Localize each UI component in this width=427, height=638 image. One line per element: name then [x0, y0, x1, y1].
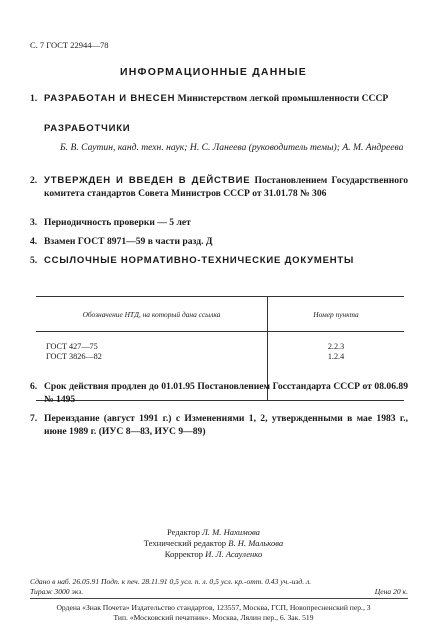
developers-list: Б. В. Саутин, канд. техн. наук; Н. С. Ланеева (руководитель темы); А. М. Андреева — [60, 142, 404, 153]
item-6 — [30, 380, 408, 406]
item-text: Министерством легкой промышленности СССР — [177, 93, 389, 104]
item-caps: УТВЕРЖДЕН И ВВЕДЕН В ДЕЙСТВИЕ — [44, 175, 251, 186]
price: Цена 20 к. — [374, 587, 408, 596]
editor-line — [0, 538, 427, 549]
item-3 — [30, 216, 408, 229]
imprint-line-1: Сдано в наб. 26.05.91 Подп. к печ. 28.11.91 0,5 усл. п. л. 0,5 усл. кр.-отт. 0.43 уч.-изд. л. — [30, 577, 312, 586]
item-caps: РАЗРАБОТАН И ВНЕСЕН — [44, 93, 176, 104]
item-5 — [30, 254, 408, 267]
item-text: Постановлением Государственного комитета стандартов Совета Министров СССР от 31.01.78 № 306 — [44, 175, 408, 199]
document-title: ИНФОРМАЦИОННЫЕ ДАННЫЕ — [120, 66, 307, 78]
item-number: 7. — [30, 413, 38, 424]
editors-block — [0, 527, 427, 560]
editor-role: Редактор — [167, 527, 200, 537]
item-caps: ССЫЛОЧНЫЕ НОРМАТИВНО-ТЕХНИЧЕСКИЕ ДОКУМЕНТЫ — [44, 255, 355, 266]
item-number: 2. — [30, 175, 38, 186]
table-cell-doc: ГОСТ 427—75 — [46, 342, 98, 351]
editor-line — [0, 527, 427, 538]
item-7 — [30, 412, 408, 438]
item-number: 6. — [30, 381, 38, 392]
item-1 — [30, 92, 408, 105]
editor-role: Технический редактор — [143, 538, 227, 548]
imprint-line-2 — [30, 587, 408, 597]
item-number: 5. — [30, 255, 38, 266]
item-number: 4. — [30, 236, 38, 247]
developers-heading: РАЗРАБОТЧИКИ — [44, 123, 131, 134]
item-text: Переиздание (август 1991 г.) с Изменениями 1, 2, утвержденными в мае 1983 г., июне 1989 г. (ИУС 8—83, ИУС 9—89) — [44, 413, 408, 437]
editor-role: Корректор — [164, 549, 203, 559]
col-header-clause: Номер пункта — [313, 309, 359, 319]
editor-name: Л. М. Нахимова — [202, 527, 260, 537]
item-number: 1. — [30, 93, 38, 104]
table-cell-clause: 2.2.3 — [327, 342, 345, 351]
item-text: Взамен ГОСТ 8971—59 в части разд. Д — [44, 236, 213, 247]
page-header: С. 7 ГОСТ 22944—78 — [30, 40, 109, 50]
editor-line — [0, 549, 427, 560]
editor-name: В. Н. Малькова — [228, 538, 284, 548]
item-4 — [30, 235, 408, 248]
item-2 — [30, 174, 408, 200]
table-cell-clause: 1.2.4 — [327, 351, 345, 361]
item-number: 3. — [30, 217, 38, 228]
print-run: Тираж 3000 экз. — [30, 587, 84, 596]
item-text: Срок действия продлен до 01.01.95 Постановлением Госстандарта СССР от 08.06.89 № 1495 — [44, 381, 408, 405]
imprint-divider — [30, 598, 408, 599]
publisher-line: Ордена «Знак Почета» Издательство стандартов, 123557, Москва, ГСП, Новопресненский пер., 3 — [56, 603, 371, 612]
developers-section — [30, 122, 408, 154]
printer-line: Тип. «Московский печатник». Москва, Лялин пер., 6. Зак. 519 — [113, 613, 314, 622]
table-header-row — [36, 297, 404, 332]
col-header-document: Обозначение НТД, на который дана ссылка — [36, 297, 268, 332]
item-text: Периодичность проверки — 5 лет — [44, 217, 191, 228]
table-cell-doc: ГОСТ 3826—82 — [46, 351, 102, 361]
editor-name: И. Л. Асауленко — [205, 549, 263, 559]
